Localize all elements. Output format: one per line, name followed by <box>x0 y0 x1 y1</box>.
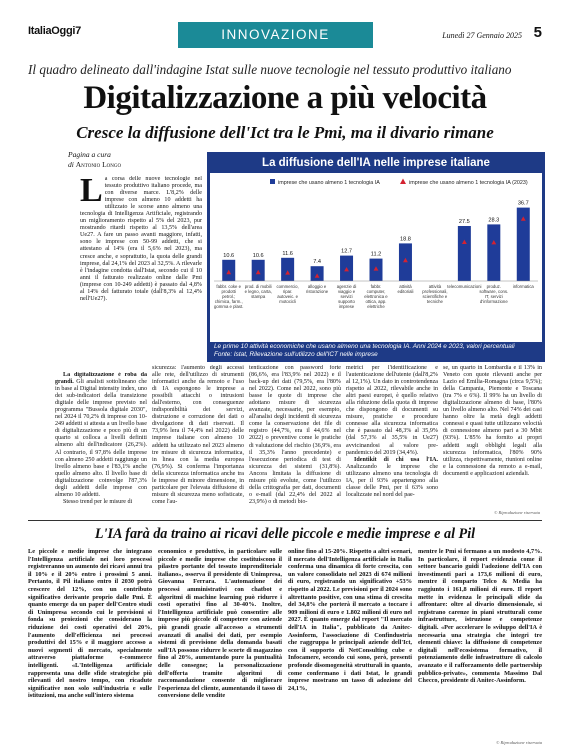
bar-label-3: 7.4 <box>313 259 321 266</box>
box-top-rule <box>28 520 542 521</box>
article-title: Digitalizzazione a più velocità <box>83 80 487 116</box>
article-text-2: sicurezza: l'aumento degli accessi alle rete, dell'utilizzo di strumenti informatici anche da remoto e l'uso di IA espongono le imprese a possibili attacchi o intrusioni dall'esterno, con conseguenze indisponibilità dei servizi, distruzione e corruzione dei dati o divulgazione di dati riservati. Il 73,9% lera il 74,4% nel 2022) delle imprese italiane con almeno 10 addetti ha utilizzato nel 2023 almeno tre misure di sicurezza informatica, in linea con la media europea (76,9%). Si conferma l'importanza della sicurezza informatica anche tra le imprese di minore dimensione, in particolare per l'elevata diffusione di misure di sicurezza meno sofisticate, come l'au- <box>152 365 244 505</box>
ia-chart <box>207 152 545 362</box>
chart-note-text: Le prime 10 attività economiche che usano almeno una tecnologia IA. Anni 2024 e 2023, valori percentuali <box>214 343 515 350</box>
article-kicker: Il quadro delineato dall'indagine Istat sulle nuove tecnologie nel tessuto produttivo italiano <box>28 62 512 77</box>
bar-9 <box>487 224 500 281</box>
box-signature: © Riproduzione riservata <box>496 740 542 745</box>
box-column-2 <box>158 548 282 744</box>
bar-label-4: 12.7 <box>341 248 352 255</box>
article-column-5 <box>443 365 542 510</box>
box-column-1 <box>28 548 152 744</box>
bar-6 <box>399 243 412 281</box>
category-label-2: commercio, ripar. autoveic. e motocicli <box>276 284 299 304</box>
bar-label-8: 27.5 <box>458 219 470 225</box>
box-title: L'IA farà da traino ai ricavi delle piccole e medie imprese e al Pil <box>94 526 476 542</box>
page-header <box>28 18 542 50</box>
byline <box>68 150 121 170</box>
category-label-0: fabbr. coke e prodotti petrol.; chimica, farm., gomma e plast. <box>214 284 244 309</box>
bar-2 <box>281 258 294 281</box>
category-label-6: attività editoriali <box>397 284 414 294</box>
bar-8 <box>458 226 471 281</box>
byline-author: Antonio Longo <box>75 160 122 169</box>
article-text-1b: Gli analisti sottolineano che in base al Digital intensity index, uno dei sub-indicatori della transizione digitale delle imprese previsto nel programma "Bussola digitale 2030", nel 2024 il 70,2% di imprese con 10-249 addetti si attesta a un livello base di digitalizzazione e poco più di un quarto si colloca a livelli definiti almeno alti dell'indicatore (26,2%). Al contrario, il 97,8% delle imprese con almeno 250 addetti raggiunge un livello almeno base e l'83,1% anche quello almeno alto. Il livello base di digitalizzazione coinvolge l'87,3% degli addetti delle imprese con almeno 10 addetti. <box>55 379 147 498</box>
article-column-2 <box>152 365 244 517</box>
article-text-4b: Analizzando le imprese che utilizzano almeno una tecnologia di IA, per il 93% appartengono alla classe delle Pmi, per il 63% sono localizzate nel nord del pae- <box>346 463 438 498</box>
category-label-10: informatica <box>512 284 534 289</box>
byline-line1: Pagina a cura <box>68 150 111 159</box>
drop-cap: L <box>80 176 103 209</box>
legend-swatch-2024 <box>270 179 275 184</box>
category-label-4: agenzie di viaggio e servizi supporto imprese <box>336 284 357 309</box>
section-banner: INNOVAZIONE <box>178 22 373 48</box>
category-label-8: telecomunicazioni <box>447 284 482 289</box>
article-text-1c: Stesso trend per le misure di <box>63 498 133 505</box>
bar-label-2: 11.6 <box>282 250 293 257</box>
article-column-4 <box>346 365 438 517</box>
article-text-3: tenticazione con password forte (86,6%, era l'83,9% nel 2022) e il back-up dei dati (79,5%, era l'80% nel 2022). Come nel 2022, sono più basse le quote di imprese che adottano misure di sicurezza avanzate, necessarie, per esempio, all'analisi degli incidenti di sicurezza come la conservazione dei file di registro (44,7%, era il 44,6% nel 2022) o preventive come le pratiche di valutazione del rischio (36,9%, era il 35,3% l'anno precedente) e l'esecuzione periodica di test di sicurezza dei sistemi (31,8%). Ancora limitata la diffusione di misure più evolute, come l'utilizzo della crittografia per dati, documenti o e-mail (dal 22,4% del 2022 al 23,9%) o di metodi bio- <box>249 365 341 505</box>
legend-swatch-2023 <box>400 179 406 185</box>
chart-svg <box>210 173 542 342</box>
chart-source: Fonte: Istat, Rilevazione sull'utilizzo dell'ICT nelle imprese <box>214 351 378 359</box>
bar-label-9: 28.3 <box>488 217 500 224</box>
box-text-3: online fino al 15-20%. Rispetto a altri scenari, il mercato dell'Intelligenza artificiale in Italia conferma una dinamica di forte crescita, con un valore consolidato nel 2023 di 674 milioni di euro, registrando un significativo +53% rispetto al 2022. Le previsioni per il 2024 sono altrettanto positive, con una stima di crescita del 34,8% che porterà il mercato a toccare i 909 milioni di euro e 1.802 milioni di euro nel 2027. È quanto emerge dal report "Il mercato dell'IA in Italia", pubblicato da Anitec-Assinform, l'associazione di Confindustria che raggruppa le principali aziende dell'Ict, con il supporto di NetConsulting cube e Infocamere, secondo cui sono, però, presenti profonde disomogeneità strutturali in quanto, come confermano i dati Istat, le grandi imprese mostrano un tasso di adozione del 24,1%, <box>288 548 412 692</box>
bar-label-5: 11.2 <box>370 251 382 258</box>
chart-panel <box>210 173 542 342</box>
category-label-5: fabbr. computer, elettronica e ottica, app. elettriche <box>364 284 388 309</box>
page-number: 5 <box>533 24 542 41</box>
chart-note <box>214 343 515 359</box>
box-text-4: mentre le Pmi si fermano a un modesto 4,7%. In particolare, il report evidenzia come il settore bancario guidi l'adozione dell'IA con investimenti pari a 173,6 milioni di euro, mentre il comparto Telco & Media ha raggiunto i 161,8 milioni di euro. Il report mette in evidenza le principali sfide da affrontare: oltre al divario dimensionale, si registrano carenze in piani strutturali come infrastrutture, istruzione e competenze digitali. «Per accelerare lo sviluppo dell'IA è necessaria una strategia che integri tre elementi chiave: la diffusione di competenze digitali nell'ecosistema formativo, il potenziamento delle infrastrutture di calcolo avanzato e il rafforzamento delle partnership pubblico-private», commenta Massimo Dal Checco, presidente di Anitec-Assinform. <box>418 548 542 685</box>
article-signature: © Riproduzione riservata <box>494 510 540 515</box>
newspaper-logo: ItaliaOggi7 <box>28 25 81 37</box>
bar-label-1: 10.6 <box>252 252 264 259</box>
issue-date: Lunedì 27 Gennaio 2025 <box>442 31 522 40</box>
article-column-1a <box>80 176 202 372</box>
box-text-1: Le piccole e medie imprese che integrano l'Intelligenza artificiale nei loro processi registreranno un aumento dei ricavi annui tra il 10% e il 20% entro i prossimi 5 anni. Pertanto, il Pil italiano entro il 2030 potrà crescere del 12%, con un contributo significativo derivante proprio dalle Pmi. È quanto emerge da un paper dell'Centro studi di Unimpresa secondo cui le previsioni si fonda su proiezioni che considerano la riduzione dei costi operativi del 20%, l'aumento dell'efficienza nei processi produttivi del 15% e il maggiore accesso a nuovi segmenti di mercato, specialmente attraverso piattaforme e-commerce intelligenti. «L'Intelligenza artificiale rappresenta una delle sfide strategiche più rilevanti del nostro tempo, con ricadute significative non solo sull'industria e sulle istituzioni, ma anche sull'intero sistema <box>28 548 152 700</box>
article-column-3 <box>249 365 341 517</box>
article-column-1b <box>55 372 147 520</box>
category-label-9: produz. software, cons. IT, servizi d'informazione <box>479 284 509 304</box>
category-label-3: alloggio e ristorazione <box>305 284 329 294</box>
bar-label-0: 10.6 <box>223 252 235 259</box>
article-text-5: se, un quarto in Lombardia e il 13% in Veneto con quote rilevanti anche per Lazio ed Emilia-Romagna (circa 9,5%); della Campania, Piemonte e Toscana (tra 7% e 6%). Il 99% ha un livello di digitalizzazione almeno di base, l'80% un livello almeno alto. Nel 74% dei casi hanno oltre la metà degli addetti connessi e quasi tutte utilizzano velocità di connessione almeno pari a 30 Mbit (93%). L'85% ha fornito ai propri addetti sugli obblighi legali alla sicurezza informatica, l'80% 90% utilizza, rispettivamente, riunioni online e la connessione da remoto a e-mail, documenti e applicazioni aziendali. <box>443 365 542 477</box>
box-column-4 <box>418 548 542 738</box>
legend-label-2024: imprese che usano almeno 1 tecnologia IA <box>278 180 380 186</box>
box-column-3 <box>288 548 412 744</box>
article-subtitle: Cresce la diffusione dell'Ict tra le Pmi, ma il divario rimane <box>76 123 494 142</box>
box-text-2: economico e produttivo, in particolare sulle piccole e medie imprese che costituiscono il pilastro portante del tessuto imprenditoriale italiano», osserva il presidente di Unimpresa, Giovanna Ferrara. L'automazione dei processi amministrativi con chatbot e algoritmi di machine learning può ridurre i costi operativi fino al 30-40%. Inoltre, l'Intelligenza artificiale può consentire alle imprese più piccole di competere con aziende più grandi grazie all'accesso a strumenti avanzati di analisi dei dati, per esempio sistemi di previsione della domanda basati sull'IA possono ridurre le scorte di magazzino fino al 20%, aumentando pure la puntualità delle consegne; la personalizzazione dell'offerta tramite algoritmi di raccomandazione consente di migliorare l'esperienza del cliente, aumentando il tasso di conversione delle vendite <box>158 548 282 700</box>
category-label-7: attività professionali, scientifiche e tecniche <box>422 284 448 304</box>
bar-label-6: 18.8 <box>400 236 411 243</box>
subhead-identikit: Identikit di chi usa l'IA. <box>354 456 438 463</box>
byline-prefix: di <box>68 160 74 169</box>
chart-title: La diffusione dell'IA nelle imprese italiane <box>262 157 490 169</box>
article-text-4: metrici per l'identificazione e l'autenticazione dell'utente (dall'8,2% al 12,1%). Un dato in controtendenza rispetto al 2022, rilevabile anche in altri paesi europei, è quello relativo alla riduzione della quota di imprese che dispongono di documenti su misure, pratiche e procedure connesse alla sicurezza informatica che è passato dal 48,3% al 35,9% (dal 57,3% al 35,5% in Ue27) avvicinandosi al valore pre-pandemico del 2019 (34,4%). <box>346 365 438 456</box>
subhead-grandi: La digitalizzazione è roba da grandi. <box>55 372 147 386</box>
bar-label-10: 36.7 <box>517 200 529 207</box>
legend-label-2023: imprese che usano almeno 1 tecnologia IA (2023) <box>409 180 528 186</box>
category-label-1: prod. di mobili e legno, carta, stampa <box>244 284 272 299</box>
article-text-1: a corsa delle nuove tecnologie nel tessuto produttivo italiano procede, ma con diverse marce. L'8,2% delle imprese con almeno 10 addetti ha utilizzato le scorse anno almeno una tecnologia di Intelligenza Artificiale, registrando un miglioramento rispetto al 5% del 2023, pur mostrando ritardi rispetto al 13,5% dell'area Ue27. A fare un passo avanti maggiore, infatti, sono le imprese con 50-99 addetti, che si attestano al 14% (era il 5,6% nel 2023), ma cresce anche, e soprattutto, la quota delle grandi imprese, dal 24,1% del 2023 al 32,5%. A rilevarle è l'indagine condotta dall'Istat, secondo cui il 10 anni il fatturato realizzato online dalle Pmi (imprese con 10-249 addetti) è passato dal 4,8% al 14% del fatturato totale (dall'8,3% al 12,4% nell'Ue27). <box>80 176 202 302</box>
